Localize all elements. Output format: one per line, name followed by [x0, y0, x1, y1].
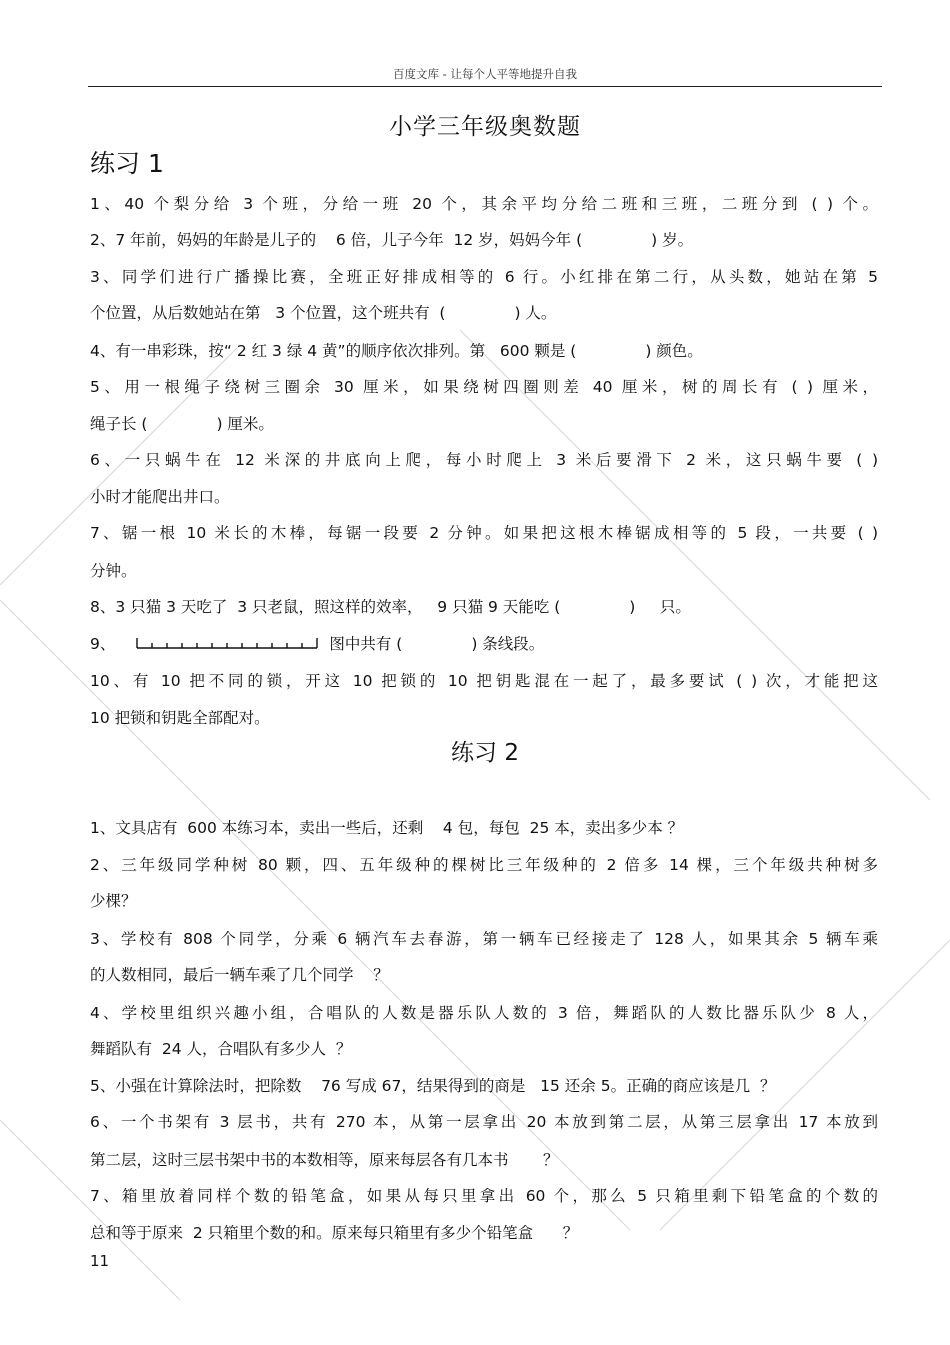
question-line: 舞蹈队有 24 人，合唱队有多少人 ？	[90, 1040, 352, 1058]
question-line: 3、同学们进行广播操比赛，全班正好排成相等的 6 行。小红排在第二行，从头数，她站在第 5	[90, 268, 878, 286]
page-number: 11	[90, 1252, 110, 1270]
section-heading-2: 练习 2	[451, 740, 519, 766]
question-line: 分钟。	[90, 562, 137, 580]
question-line: 1、文具店有 600 本练习本，卖出一些后，还剩 4 包，每包 25 本，卖出多少本 ？	[90, 819, 684, 837]
question-9-label: 9、	[90, 635, 116, 653]
question-line: 10 把锁和钥匙全部配对。	[90, 709, 270, 727]
question-line: 4、学校里组织兴趣小组，合唱队的人数是器乐队人数的 3 倍，舞蹈队的人数比器乐队少 8 人，	[90, 1004, 878, 1022]
question-line: 5、小强在计算除法时，把除数 76 写成 67，结果得到的商是 15 还余 5。正确的商应该是几 ？	[90, 1077, 776, 1095]
question-line: 的人数相同，最后一辆车乘了几个同学 ？	[90, 966, 389, 984]
question-line: 2、7 年前，妈妈的年龄是儿子的 6 倍，儿子今年 12 岁，妈妈今年 ( ) 岁。	[90, 231, 694, 249]
document-header: 百度文库 - 让每个人平等地提升自我	[393, 67, 577, 81]
question-line: 8、3 只猫 3 天吃了 3 只老鼠，照这样的效率， 9 只猫 9 天能吃 ( ) 只。	[90, 598, 691, 616]
question-line: 7、箱里放着同样个数的铅笔盒，如果从每只里拿出 60 个，那么 5 只箱里剩下铅笔盒的个数的	[90, 1187, 878, 1205]
question-line: 6、一只蜗牛在 12 米深的井底向上爬，每小时爬上 3 米后要滑下 2 米，这只蜗牛要 ( )	[90, 451, 878, 469]
question-line: 第二层，这时三层书架中书的本数相等，原来每层各有几本书 ？	[90, 1151, 559, 1169]
question-line: 5、用一根绳子绕树三圈余 30 厘米，如果绕树四圈则差 40 厘米，树的周长有 ( ) 厘米，	[90, 378, 878, 396]
section-heading-1: 练习 1	[90, 149, 164, 178]
line-segment-figure	[135, 636, 319, 652]
question-line: 少棵？	[90, 892, 137, 910]
question-line: 6、一个书架有 3 层书，共有 270 本，从第一层拿出 20 本放到第二层，从第三层拿出 17 本放到	[90, 1113, 878, 1131]
question-line: 4、有一串彩珠，按“ 2 红 3 绿 4 黄”的顺序依次排列。第 600 颗是 ( ) 颜色。	[90, 342, 703, 360]
question-9-text: 图中共有 ( ) 条线段。	[329, 635, 545, 653]
question-line: 10、有 10 把不同的锁，开这 10 把锁的 10 把钥匙混在一起了，最多要试 ( ) 次，才能把这	[90, 672, 878, 690]
question-9	[90, 634, 544, 654]
question-line: 个位置，从后数她站在第 3 个位置，这个班共有 ( ) 人。	[90, 304, 557, 322]
question-line: 1、40 个梨分给 3 个班，分给一班 20 个，其余平均分给二班和三班，二班分到 ( ) 个。	[90, 195, 878, 213]
question-line: 总和等于原来 2 只箱里个数的和。原来每只箱里有多少个铅笔盒 ？	[90, 1224, 579, 1242]
question-line: 绳子长 ( ) 厘米。	[90, 415, 274, 433]
question-line: 7、锯一根 10 米长的木棒，每锯一段要 2 分钟。如果把这根木棒锯成相等的 5 段，一共要 ( )	[90, 524, 878, 542]
question-line: 2、三年级同学种树 80 颗，四、五年级种的棵树比三年级种的 2 倍多 14 棵，三个年级共种树多	[90, 856, 878, 874]
header-divider	[88, 86, 882, 87]
question-line: 小时才能爬出井口。	[90, 488, 230, 506]
page-title: 小学三年级奥数题	[389, 114, 581, 140]
question-line: 3、学校有 808 个同学，分乘 6 辆汽车去春游，第一辆车已经接走了 128 人，如果其余 5 辆车乘	[90, 930, 878, 948]
